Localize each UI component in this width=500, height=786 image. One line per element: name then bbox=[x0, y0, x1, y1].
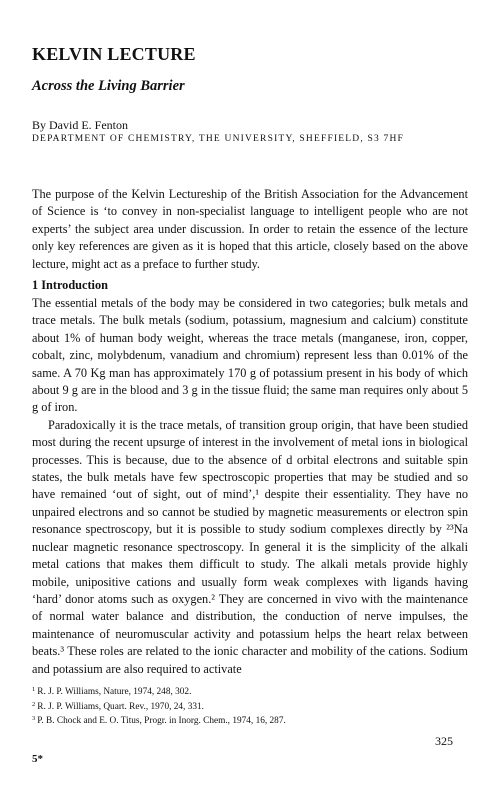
author-byline: By David E. Fenton bbox=[32, 118, 128, 132]
footnotes bbox=[32, 684, 468, 728]
footnote-text: P. B. Chock and E. O. Titus, Progr. in Inorg. Chem., 1974, 16, 287. bbox=[37, 716, 286, 727]
article-title: Across the Living Barrier bbox=[32, 78, 185, 94]
page-number: 325 bbox=[435, 734, 453, 748]
footnote-number: 2 bbox=[32, 700, 36, 708]
footnote-number: 1 bbox=[32, 686, 36, 693]
introduction-body bbox=[32, 295, 468, 678]
abstract-paragraph: The purpose of the Kelvin Lectureship of the British Association for the Advancement of Science is ‘to convey in non-specialist language to intelligent people who are not experts’ the subject area under discussion. In order to retain the essence of the lecture only key references are given as it is hoped that this article, closely based on the above lecture, might act as a preface to further study. bbox=[32, 187, 468, 271]
footnote bbox=[32, 713, 468, 728]
signature-mark: 5* bbox=[32, 753, 43, 765]
footnote-number: 3 bbox=[32, 715, 36, 723]
footnote-text: R. J. P. Williams, Quart. Rev., 1970, 24, 331. bbox=[37, 701, 204, 712]
footnote bbox=[32, 699, 468, 714]
section-heading: 1 Introduction bbox=[32, 278, 108, 292]
intro-paragraph-2: Paradoxically it is the trace metals, of transition group origin, that have been studied most during the recent upsurge of interest in the involvement of metal ions in biological processes. This is because, due to the absence of d orbital electrons and suitable spin states, the bulk metals have few spectroscopic properties that may be studied and so have remained ‘out of sight, out of mind’,¹ despite their essentiality. They have no unpaired electrons and so cannot be studied by magnetic measurements or electron spin resonance spectroscopy, but it is possible to study sodium complexes directly by ²³Na nuclear magnetic resonance spectroscopy. In general it is the simplicity of the alkali metal cations that makes them difficult to study. The alkali metals provide highly mobile, unipositive cations and usually form weak complexes with ligands having ‘hard’ donor atoms such as oxygen.² They are concerned in vivo with the maintenance of normal water balance and distribution, the conduction of nerve impulses, the maintenance of neuromuscular activity and potassium helps the heart relax between beats.³ These roles are related to the ionic character and mobility of the cations. Sodium and potassium are also required to activate bbox=[32, 417, 468, 676]
footnote-text: R. J. P. Williams, Nature, 1974, 248, 302. bbox=[37, 687, 192, 697]
lecture-title: KELVIN LECTURE bbox=[32, 44, 196, 64]
author-affiliation: DEPARTMENT OF CHEMISTRY, THE UNIVERSITY, SHEFFIELD, S3 7HF bbox=[32, 134, 405, 144]
intro-paragraph-1: The essential metals of the body may be considered in two categories; bulk metals and trace metals. The bulk metals (sodium, potassium, magnesium and calcium) constitute about 1% of human body weight, whereas the trace metals (manganese, iron, copper, cobalt, zinc, molybdenum, vanadium and chromium) represent less than 0.01% of the same. A 70 Kg man has approximately 170 g of potassium present in his body of which about 9 g are in the blood and 3 g in the tissue fluid; the same man requires only about 5 g of iron. bbox=[32, 296, 468, 415]
footnote bbox=[32, 684, 468, 699]
